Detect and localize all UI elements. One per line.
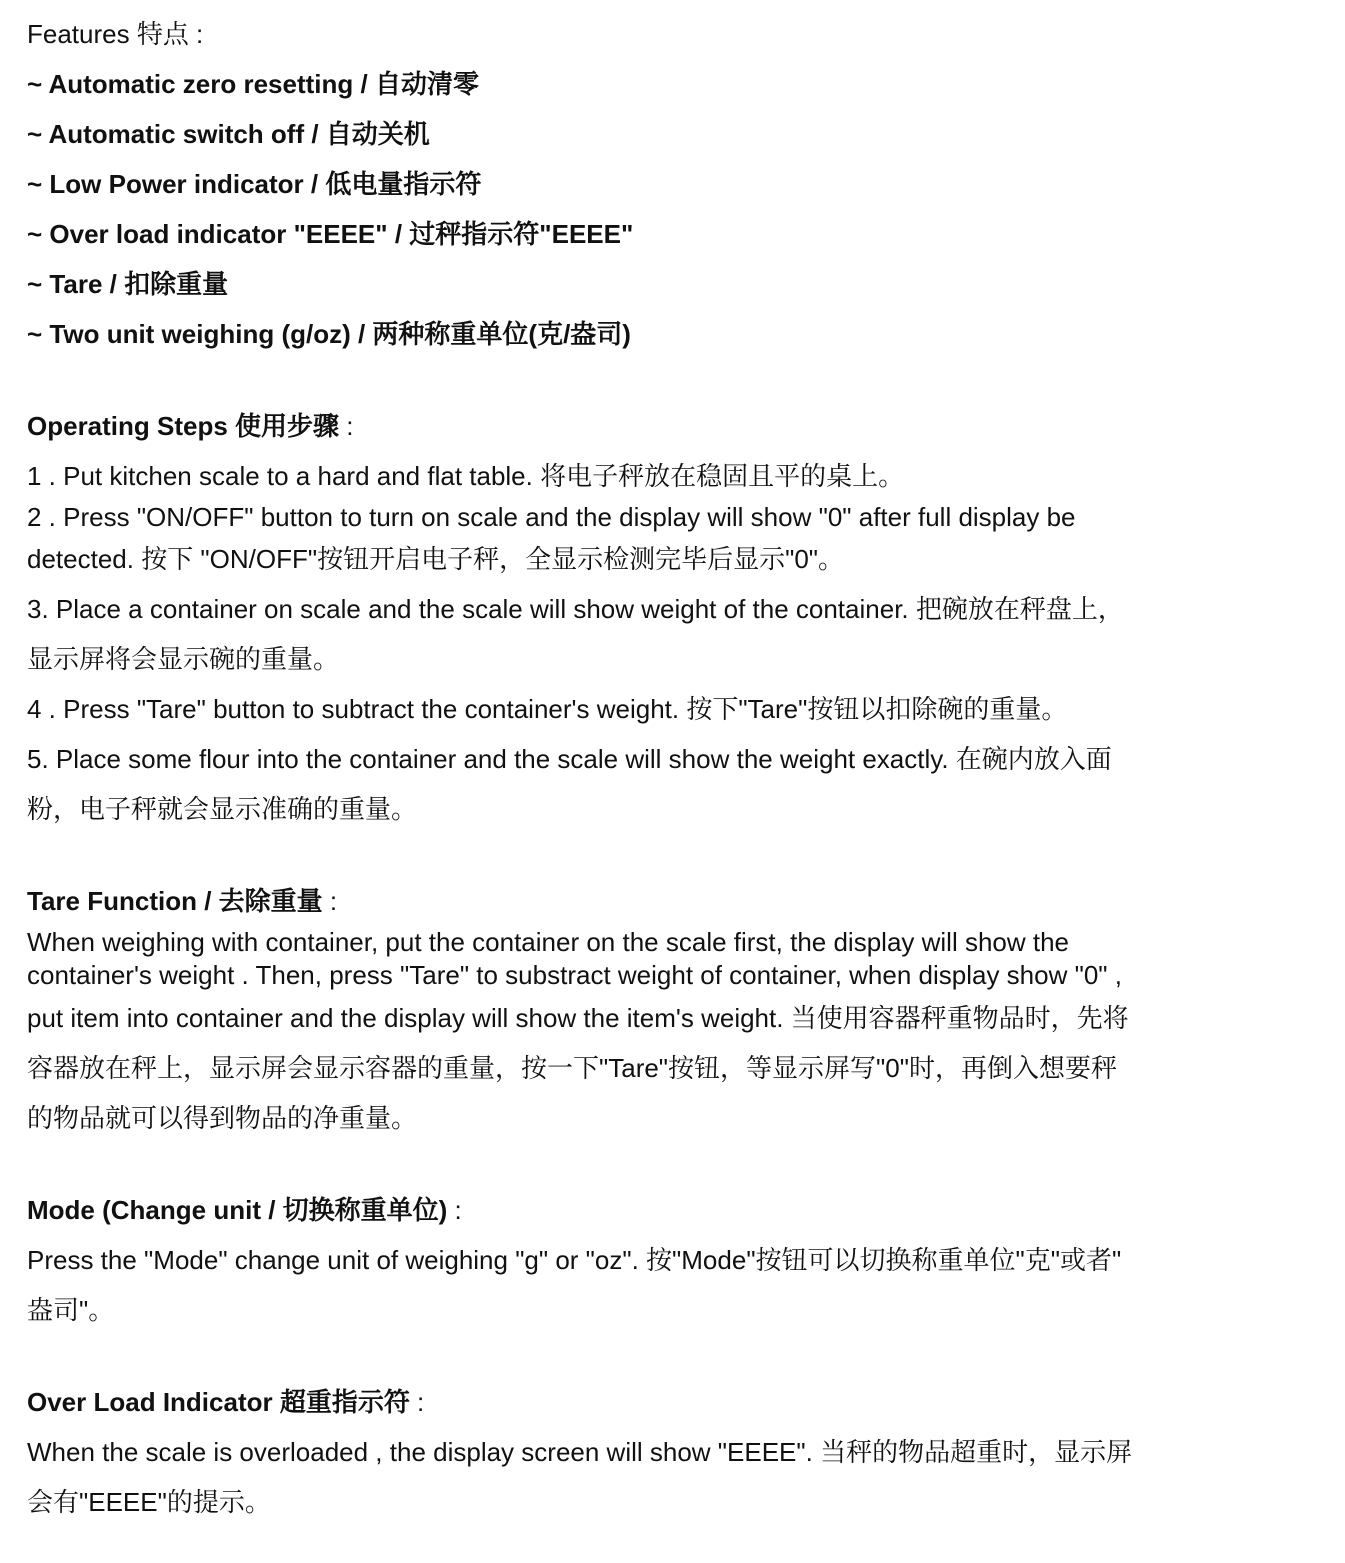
operating-step-line: 4 . Press "Tare" button to subtract the container's weight. 按下"Tare"按钮以扣除碗的重量。 (27, 694, 1068, 724)
feature-item: ~ Automatic switch off / 自动关机 (27, 119, 430, 149)
overload-heading (27, 1389, 424, 1415)
tare-function-heading (27, 888, 337, 914)
operating-steps-title: Operating Steps 使用步骤 (27, 411, 340, 441)
operating-step-line: 2 . Press "ON/OFF" button to turn on scale and the display will show "0" after full display be (27, 502, 1076, 532)
mode-line: Press the "Mode" change unit of weighing "g" or "oz". 按"Mode"按钮可以切换称重单位"克"或者" (27, 1245, 1122, 1275)
mode-line: 盎司"。 (27, 1295, 115, 1325)
operating-steps-heading (27, 413, 354, 439)
overload-line: 会有"EEEE"的提示。 (27, 1487, 271, 1517)
feature-item: ~ Over load indicator "EEEE" / 过秤指示符"EEEE" (27, 219, 634, 249)
feature-item: ~ Tare / 扣除重量 (27, 269, 229, 299)
feature-item: ~ Automatic zero resetting / 自动清零 (27, 69, 479, 99)
operating-step-line: 5. Place some flour into the container and the scale will show the weight exactly. 在碗内放入面 (27, 744, 1112, 774)
heading-colon: : (447, 1195, 462, 1225)
tare-function-line: put item into container and the display will show the item's weight. 当使用容器秤重物品时，先将 (27, 1003, 1129, 1033)
mode-heading (27, 1197, 462, 1223)
heading-colon: : (409, 1387, 425, 1417)
tare-function-line: container's weight . Then, press "Tare" to substract weight of container, when display show "0" , (27, 960, 1122, 990)
mode-title: Mode (Change unit / 切换称重单位) (27, 1195, 448, 1225)
operating-step-line: detected. 按下 "ON/OFF"按钮开启电子秤，全显示检测完毕后显示"0"。 (27, 544, 845, 574)
tare-function-line: When weighing with container, put the container on the scale first, the display will show the (27, 927, 1070, 957)
heading-colon: : (339, 411, 354, 441)
overload-line: When the scale is overloaded , the display screen will show "EEEE". 当秤的物品超重时，显示屏 (27, 1437, 1133, 1467)
operating-step-line: 3. Place a container on scale and the scale will show weight of the container. 把碗放在秤盘上， (27, 594, 1124, 624)
operating-step-line: 显示屏将会显示碗的重量。 (27, 644, 340, 674)
heading-colon: : (322, 886, 338, 916)
feature-item: ~ Two unit weighing (g/oz) / 两种称重单位(克/盎司) (27, 319, 631, 349)
tare-function-line: 的物品就可以得到物品的净重量。 (27, 1103, 418, 1133)
tare-function-line: 容器放在秤上，显示屏会显示容器的重量，按一下"Tare"按钮，等显示屏写"0"时，再倒入想要秤 (27, 1053, 1117, 1083)
operating-step-line: 粉，电子秤就会显示准确的重量。 (27, 794, 418, 824)
overload-title: Over Load Indicator 超重指示符 (27, 1387, 410, 1417)
features-heading: Features 特点 : (27, 19, 204, 49)
operating-step-line: 1 . Put kitchen scale to a hard and flat table. 将电子秤放在稳固且平的桌上。 (27, 461, 905, 491)
tare-function-title: Tare Function / 去除重量 (27, 886, 323, 916)
feature-item: ~ Low Power indicator / 低电量指示符 (27, 169, 482, 199)
